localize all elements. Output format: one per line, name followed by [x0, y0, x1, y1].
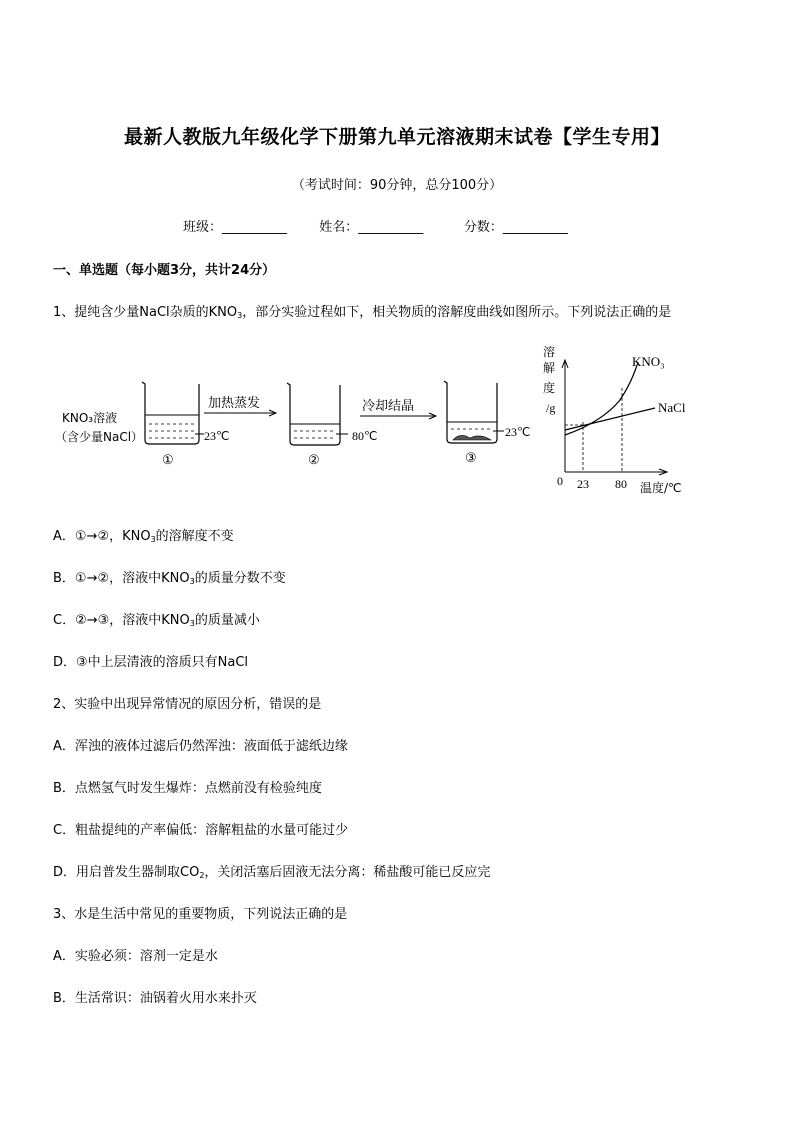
name-field[interactable]: 姓名：__________	[319, 220, 424, 235]
temp-1: 23℃	[204, 429, 230, 443]
q1-option-a[interactable]: A．①→②，$KNO_3$的溶解度不变	[53, 529, 234, 544]
class-field[interactable]: 班级：__________	[183, 220, 288, 235]
q2-option-a[interactable]: A．浑浊的液体过滤后仍然浑浊：液面低于滤纸边缘	[53, 739, 348, 754]
origin-label: 0	[557, 474, 563, 488]
student-fields	[183, 216, 592, 235]
x-tick-23: 23	[577, 477, 589, 491]
beaker-3-label: ③	[465, 450, 477, 465]
q2-option-d[interactable]: D．用启普发生器制取$CO_2$，关闭活塞后固液无法分离：稀盐酸可能已反应完	[53, 865, 491, 880]
page-title: 最新人教版九年级化学下册第九单元溶液期末试卷【学生专用】	[123, 126, 670, 148]
x-label: 温度/℃	[640, 481, 682, 495]
step-2-label: 冷却结晶	[362, 399, 415, 414]
solubility-graph	[543, 344, 686, 495]
kno3-curve	[565, 362, 638, 435]
q2-option-b[interactable]: B．点燃氢气时发生爆炸：点燃前没有检验纯度	[53, 781, 322, 796]
y-label-3: 度	[543, 381, 556, 395]
exam-info: （考试时间：90分钟，总分100分）	[291, 178, 503, 193]
nacl-label: NaCl	[658, 400, 686, 415]
step-1-label: 加热蒸发	[208, 396, 261, 411]
section-heading: 一、单选题（每小题3分，共计24分）	[53, 263, 276, 278]
q1-figure	[50, 340, 750, 500]
solution-label: KNO₃溶液	[62, 411, 118, 425]
y-label-2: 解	[543, 361, 556, 375]
beaker-3	[444, 381, 504, 443]
y-label-4: /g	[546, 401, 556, 415]
score-field[interactable]: 分数：__________	[463, 220, 568, 235]
y-label-1: 溶	[543, 345, 556, 359]
q3-option-b[interactable]: B．生活常识：油锅着火用水来扑灭	[53, 991, 257, 1006]
beaker-1-label: ①	[162, 452, 174, 467]
q3-option-a[interactable]: A．实验必须：溶剂一定是水	[53, 949, 218, 964]
q2-option-c[interactable]: C．粗盐提纯的产率偏低：溶解粗盐的水量可能过少	[53, 823, 349, 838]
temp-2: 80℃	[352, 429, 378, 443]
x-tick-80: 80	[615, 477, 627, 491]
q1-option-c[interactable]: C．②→③，溶液中$KNO_3$的质量减小	[53, 613, 260, 628]
impurity-label: （含少量NaCl）	[55, 430, 144, 444]
q3-stem: 3、水是生活中常见的重要物质，下列说法正确的是	[53, 907, 348, 922]
beaker-1	[142, 382, 204, 444]
q1-stem: 1、提纯含少量NaCl杂质的$KNO_3$，部分实验过程如下，相关物质的溶解度曲线如图所示。下列说法正确的是	[53, 305, 672, 320]
q1-option-d[interactable]: D．③中上层清液的溶质只有NaCl	[53, 655, 249, 670]
nacl-curve	[565, 408, 655, 430]
experiment-diagram	[50, 340, 750, 500]
kno3-label: KNO₃	[632, 354, 665, 369]
temp-3: 23℃	[505, 425, 531, 439]
beaker-2-label: ②	[308, 452, 320, 467]
beaker-2	[287, 383, 348, 445]
q1-option-b[interactable]: B．①→②，溶液中$KNO_3$的质量分数不变	[53, 571, 286, 586]
q2-stem: 2、实验中出现异常情况的原因分析，错误的是	[53, 697, 322, 712]
